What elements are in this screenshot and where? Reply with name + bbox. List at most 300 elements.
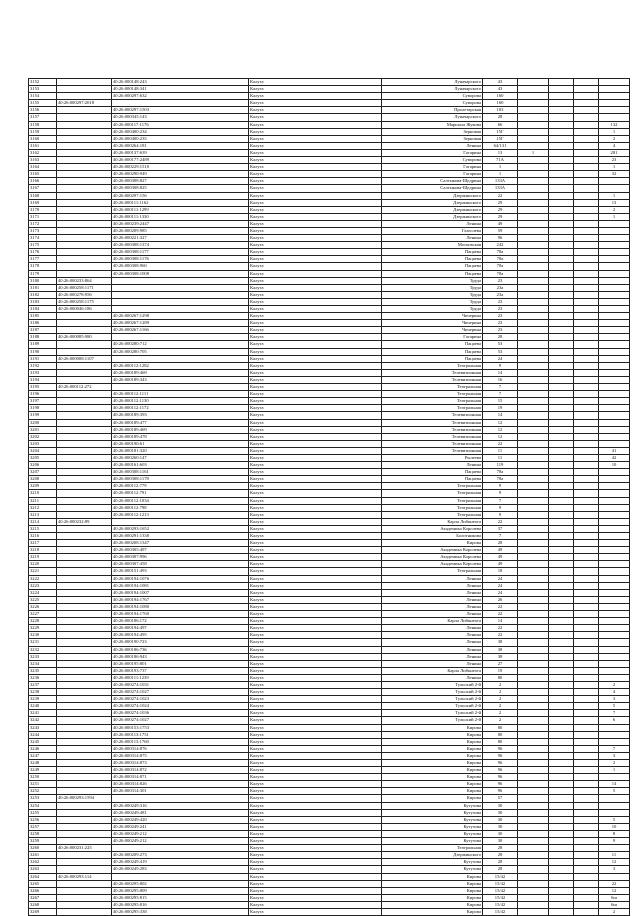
table-row xyxy=(29,618,630,625)
cell-block xyxy=(574,164,599,171)
cell-building xyxy=(518,752,549,759)
cell-street: Кирова xyxy=(382,745,483,752)
cell-parcel-cadastral-number xyxy=(57,412,112,419)
cell-building xyxy=(518,525,549,532)
table-row xyxy=(29,86,630,93)
table-row xyxy=(29,185,630,192)
cell-parcel-cadastral-number xyxy=(57,901,112,908)
cell-street: Кирова xyxy=(382,774,483,781)
table-row xyxy=(29,306,630,313)
cell-apartment: 1 xyxy=(599,192,630,199)
cell-parcel-cadastral-number xyxy=(57,660,112,667)
cell-parcel-cadastral-number xyxy=(57,178,112,185)
cell-row-number: 3168 xyxy=(29,192,57,199)
table-row xyxy=(29,760,630,767)
cell-building-cadastral-number: 40:26:000190:723 xyxy=(112,639,249,646)
cell-row-number: 3227 xyxy=(29,611,57,618)
cell-city: Калуга xyxy=(249,270,382,277)
cell-block xyxy=(574,79,599,86)
cell-building xyxy=(518,348,549,355)
table-row xyxy=(29,533,630,540)
cell-street: Гагарина xyxy=(382,334,483,341)
cell-street: Пацаева xyxy=(382,476,483,483)
cell-city: Калуга xyxy=(249,306,382,313)
cell-building-cadastral-number: 40:26:000189:469 xyxy=(112,369,249,376)
cell-letter xyxy=(549,710,574,717)
cell-block xyxy=(574,625,599,632)
cell-street: Академика Королева xyxy=(382,525,483,532)
cell-apartment: 4 xyxy=(599,142,630,149)
cell-house: 37 xyxy=(483,525,518,532)
cell-letter xyxy=(549,859,574,866)
cell-city: Калуга xyxy=(249,511,382,518)
cell-apartment: 32 xyxy=(599,171,630,178)
cell-street: Кирова xyxy=(382,738,483,745)
cell-building-cadastral-number: 40:26:000308:825 xyxy=(112,185,249,192)
cell-block xyxy=(574,355,599,362)
cell-row-number: 3193 xyxy=(29,369,57,376)
cell-city: Калуга xyxy=(249,213,382,220)
cell-city: Калуга xyxy=(249,157,382,164)
cell-parcel-cadastral-number xyxy=(57,121,112,128)
table-row xyxy=(29,596,630,603)
cell-city: Калуга xyxy=(249,788,382,795)
cell-house: 9 xyxy=(483,511,518,518)
cell-building-cadastral-number: 40:26:000264:181 xyxy=(112,142,249,149)
cell-building-cadastral-number: 40:26:000249:283 xyxy=(112,866,249,873)
cell-house: 27 xyxy=(483,660,518,667)
cell-street: Труда xyxy=(382,306,483,313)
cell-house: 29 xyxy=(483,206,518,213)
cell-apartment: 2 xyxy=(599,760,630,767)
cell-row-number: 3240 xyxy=(29,703,57,710)
cell-block xyxy=(574,320,599,327)
cell-city: Калуга xyxy=(249,291,382,298)
cell-block xyxy=(574,540,599,547)
cell-house: 11 xyxy=(483,447,518,454)
cell-letter xyxy=(549,696,574,703)
table-row xyxy=(29,887,630,894)
cell-letter xyxy=(549,752,574,759)
cell-city: Калуга xyxy=(249,107,382,114)
cell-apartment xyxy=(599,220,630,227)
cell-parcel-cadastral-number xyxy=(57,114,112,121)
cell-building xyxy=(518,774,549,781)
cell-block xyxy=(574,384,599,391)
cell-street: Телевизионная xyxy=(382,447,483,454)
cell-parcel-cadastral-number xyxy=(57,128,112,135)
cell-block xyxy=(574,405,599,412)
table-row xyxy=(29,298,630,305)
cell-building-cadastral-number: 40:26:000274:1024 xyxy=(112,703,249,710)
register-table xyxy=(28,78,630,916)
table-row xyxy=(29,540,630,547)
cell-parcel-cadastral-number xyxy=(57,653,112,660)
cell-apartment xyxy=(599,646,630,653)
cell-house: 53 xyxy=(483,348,518,355)
cell-parcel-cadastral-number xyxy=(57,135,112,142)
cell-building-cadastral-number: 40:26:000249:212 xyxy=(112,830,249,837)
cell-city: Калуга xyxy=(249,476,382,483)
cell-block xyxy=(574,582,599,589)
cell-letter xyxy=(549,313,574,320)
cell-letter xyxy=(549,391,574,398)
cell-building xyxy=(518,660,549,667)
cell-letter xyxy=(549,469,574,476)
cell-apartment xyxy=(599,596,630,603)
cell-apartment xyxy=(599,341,630,348)
cell-parcel-cadastral-number xyxy=(57,249,112,256)
cell-house: 15/42 xyxy=(483,894,518,901)
cell-building xyxy=(518,398,549,405)
cell-building xyxy=(518,901,549,908)
cell-apartment xyxy=(599,391,630,398)
cell-letter xyxy=(549,447,574,454)
cell-letter xyxy=(549,561,574,568)
cell-letter xyxy=(549,462,574,469)
cell-street: Кирова xyxy=(382,724,483,731)
cell-building-cadastral-number: 40:26:000308:1178 xyxy=(112,476,249,483)
cell-city: Калуга xyxy=(249,838,382,845)
cell-building xyxy=(518,639,549,646)
cell-building-cadastral-number: 40:26:000308:1161 xyxy=(112,469,249,476)
cell-city: Калуга xyxy=(249,533,382,540)
cell-building xyxy=(518,908,549,915)
cell-building-cadastral-number: 40:26:000314:826 xyxy=(112,781,249,788)
cell-house: 24 xyxy=(483,355,518,362)
table-row xyxy=(29,199,630,206)
table-row xyxy=(29,880,630,887)
cell-row-number: 3165 xyxy=(29,171,57,178)
cell-house: 103 xyxy=(483,107,518,114)
cell-street: Московская xyxy=(382,242,483,249)
cell-street: Кутузова xyxy=(382,830,483,837)
cell-apartment xyxy=(599,249,630,256)
cell-apartment: 11 xyxy=(599,852,630,859)
cell-parcel-cadastral-number xyxy=(57,689,112,696)
cell-block xyxy=(574,781,599,788)
cell-apartment xyxy=(599,348,630,355)
cell-apartment xyxy=(599,100,630,107)
table-row xyxy=(29,674,630,681)
cell-city: Калуга xyxy=(249,731,382,738)
cell-street: Тульский 2-й xyxy=(382,717,483,724)
cell-building xyxy=(518,767,549,774)
cell-parcel-cadastral-number xyxy=(57,603,112,610)
table-row xyxy=(29,717,630,724)
cell-parcel-cadastral-number xyxy=(57,142,112,149)
cell-apartment xyxy=(599,235,630,242)
cell-building-cadastral-number: 40:26:000148:341 xyxy=(112,86,249,93)
cell-apartment: 2 xyxy=(599,206,630,213)
cell-building-cadastral-number: 40:26:000274:1036 xyxy=(112,710,249,717)
cell-apartment xyxy=(599,412,630,419)
cell-letter xyxy=(549,518,574,525)
cell-apartment xyxy=(599,582,630,589)
cell-house: 23 xyxy=(483,320,518,327)
cell-house: 28 xyxy=(483,859,518,866)
cell-house: 9 xyxy=(483,483,518,490)
cell-building-cadastral-number: 40:26:000148:243 xyxy=(112,79,249,86)
cell-city: Калуга xyxy=(249,242,382,249)
cell-letter xyxy=(549,603,574,610)
cell-street: Труда xyxy=(382,291,483,298)
cell-city: Калуга xyxy=(249,284,382,291)
table-row xyxy=(29,823,630,830)
cell-house: 7 xyxy=(483,391,518,398)
table-row xyxy=(29,256,630,263)
table-row xyxy=(29,724,630,731)
cell-apartment xyxy=(599,433,630,440)
table-row xyxy=(29,696,630,703)
cell-building-cadastral-number: 40:26:000290:949 xyxy=(112,171,249,178)
cell-street: Салтыкова-Щедрина xyxy=(382,185,483,192)
cell-parcel-cadastral-number: 40:26:000258:1175 xyxy=(57,298,112,305)
cell-building-cadastral-number: 40:26:000189:393 xyxy=(112,412,249,419)
cell-building-cadastral-number: 40:26:000314:301 xyxy=(112,788,249,795)
cell-house: 64/131 xyxy=(483,142,518,149)
cell-letter xyxy=(549,873,574,880)
cell-letter xyxy=(549,767,574,774)
cell-letter xyxy=(549,135,574,142)
cell-letter xyxy=(549,263,574,270)
cell-building xyxy=(518,674,549,681)
cell-parcel-cadastral-number xyxy=(57,220,112,227)
cell-building xyxy=(518,426,549,433)
cell-letter xyxy=(549,192,574,199)
cell-city: Калуга xyxy=(249,696,382,703)
cell-row-number: 3219 xyxy=(29,554,57,561)
cell-city: Калуга xyxy=(249,79,382,86)
cell-house: 80 xyxy=(483,738,518,745)
cell-building xyxy=(518,256,549,263)
cell-parcel-cadastral-number xyxy=(57,454,112,461)
table-row xyxy=(29,866,630,873)
cell-parcel-cadastral-number xyxy=(57,362,112,369)
cell-row-number: 3215 xyxy=(29,525,57,532)
cell-building-cadastral-number: 40:26:000297:1503 xyxy=(112,107,249,114)
cell-city: Калуга xyxy=(249,348,382,355)
cell-letter xyxy=(549,589,574,596)
cell-letter xyxy=(549,788,574,795)
cell-city: Калуга xyxy=(249,724,382,731)
cell-letter xyxy=(549,575,574,582)
cell-street: Ленина xyxy=(382,625,483,632)
cell-building xyxy=(518,887,549,894)
cell-building xyxy=(518,589,549,596)
cell-letter xyxy=(549,738,574,745)
cell-block xyxy=(574,511,599,518)
cell-apartment xyxy=(599,497,630,504)
cell-letter xyxy=(549,227,574,234)
cell-street: Кирова xyxy=(382,901,483,908)
cell-letter xyxy=(549,887,574,894)
cell-letter xyxy=(549,689,574,696)
cell-parcel-cadastral-number xyxy=(57,894,112,901)
cell-building xyxy=(518,568,549,575)
cell-street: Театральная xyxy=(382,384,483,391)
cell-block xyxy=(574,646,599,653)
cell-letter xyxy=(549,249,574,256)
cell-apartment: 6 xyxy=(599,717,630,724)
cell-city: Калуга xyxy=(249,263,382,270)
cell-house: 30 xyxy=(483,802,518,809)
table-row xyxy=(29,660,630,667)
cell-parcel-cadastral-number xyxy=(57,852,112,859)
cell-block xyxy=(574,398,599,405)
cell-block xyxy=(574,653,599,660)
cell-letter xyxy=(549,596,574,603)
cell-row-number: 3198 xyxy=(29,405,57,412)
cell-apartment xyxy=(599,575,630,582)
cell-row-number: 3217 xyxy=(29,540,57,547)
cell-block xyxy=(574,149,599,156)
cell-block xyxy=(574,86,599,93)
cell-house: 96 xyxy=(483,767,518,774)
cell-row-number: 3253 xyxy=(29,795,57,802)
cell-building xyxy=(518,270,549,277)
table-row xyxy=(29,263,630,270)
cell-row-number: 3268 xyxy=(29,901,57,908)
table-row xyxy=(29,447,630,454)
cell-apartment xyxy=(599,525,630,532)
cell-building xyxy=(518,291,549,298)
table-row xyxy=(29,135,630,142)
cell-apartment xyxy=(599,398,630,405)
cell-parcel-cadastral-number xyxy=(57,639,112,646)
cell-parcel-cadastral-number xyxy=(57,625,112,632)
cell-apartment xyxy=(599,845,630,852)
cell-city: Калуга xyxy=(249,908,382,915)
cell-block xyxy=(574,341,599,348)
cell-city: Калуга xyxy=(249,632,382,639)
cell-street: Тульский 2-й xyxy=(382,710,483,717)
cell-letter xyxy=(549,823,574,830)
table-row xyxy=(29,710,630,717)
cell-building-cadastral-number: 40:26:000194:1007 xyxy=(112,589,249,596)
cell-apartment xyxy=(599,306,630,313)
cell-house: 24 xyxy=(483,589,518,596)
cell-parcel-cadastral-number xyxy=(57,533,112,540)
cell-parcel-cadastral-number xyxy=(57,256,112,263)
cell-street: Пацаева xyxy=(382,256,483,263)
cell-building-cadastral-number xyxy=(112,306,249,313)
cell-apartment xyxy=(599,653,630,660)
cell-street: Труда xyxy=(382,277,483,284)
cell-house: 22 xyxy=(483,632,518,639)
cell-parcel-cadastral-number xyxy=(57,447,112,454)
cell-city: Калуга xyxy=(249,454,382,461)
cell-building xyxy=(518,334,549,341)
cell-city: Калуга xyxy=(249,249,382,256)
table-row xyxy=(29,845,630,852)
cell-house: 28 xyxy=(483,852,518,859)
cell-letter xyxy=(549,242,574,249)
cell-row-number: 3257 xyxy=(29,823,57,830)
cell-street: Кирова xyxy=(382,731,483,738)
cell-parcel-cadastral-number xyxy=(57,490,112,497)
cell-city: Калуга xyxy=(249,710,382,717)
cell-parcel-cadastral-number xyxy=(57,866,112,873)
cell-building xyxy=(518,192,549,199)
cell-parcel-cadastral-number xyxy=(57,213,112,220)
cell-house: 78а xyxy=(483,476,518,483)
cell-building-cadastral-number xyxy=(112,100,249,107)
cell-house: 96 xyxy=(483,745,518,752)
cell-house: 53 xyxy=(483,341,518,348)
cell-building-cadastral-number: 40:26:000117:1176 xyxy=(112,121,249,128)
cell-apartment: 10 xyxy=(599,462,630,469)
cell-letter xyxy=(549,660,574,667)
cell-building-cadastral-number: 40:26:000308:827 xyxy=(112,178,249,185)
cell-parcel-cadastral-number xyxy=(57,575,112,582)
cell-building-cadastral-number: 40:26:000280:705 xyxy=(112,348,249,355)
cell-street: Гагарина xyxy=(382,149,483,156)
cell-apartment: 5 xyxy=(599,788,630,795)
cell-city: Калуга xyxy=(249,419,382,426)
cell-letter xyxy=(549,86,574,93)
cell-parcel-cadastral-number xyxy=(57,561,112,568)
cell-building-cadastral-number: 40:26:000194:1080 xyxy=(112,603,249,610)
cell-block xyxy=(574,618,599,625)
cell-house: 15/42 xyxy=(483,901,518,908)
cell-letter xyxy=(549,164,574,171)
cell-building xyxy=(518,632,549,639)
cell-letter xyxy=(549,355,574,362)
cell-block xyxy=(574,433,599,440)
cell-block xyxy=(574,809,599,816)
cell-street: Ленина xyxy=(382,632,483,639)
cell-house: 1 xyxy=(483,171,518,178)
cell-row-number: 3236 xyxy=(29,674,57,681)
cell-street: Академика Королева xyxy=(382,561,483,568)
cell-row-number: 3237 xyxy=(29,681,57,688)
cell-block xyxy=(574,107,599,114)
cell-row-number: 3250 xyxy=(29,774,57,781)
cell-parcel-cadastral-number xyxy=(57,206,112,213)
cell-building-cadastral-number: 40:26:000295:802 xyxy=(112,880,249,887)
cell-building-cadastral-number: 40:26:000221:327 xyxy=(112,235,249,242)
cell-building-cadastral-number: 40:26:000249:420 xyxy=(112,816,249,823)
cell-building-cadastral-number: 40:26:000190:61 xyxy=(112,440,249,447)
cell-house: 2 xyxy=(483,689,518,696)
cell-apartment xyxy=(599,369,630,376)
cell-apartment xyxy=(599,114,630,121)
cell-block xyxy=(574,178,599,185)
cell-house: 96 xyxy=(483,774,518,781)
cell-row-number: 3255 xyxy=(29,809,57,816)
cell-letter xyxy=(549,79,574,86)
cell-apartment xyxy=(599,518,630,525)
cell-apartment xyxy=(599,476,630,483)
cell-street: Пацаева xyxy=(382,348,483,355)
cell-city: Калуга xyxy=(249,873,382,880)
table-row xyxy=(29,149,630,156)
cell-row-number: 3181 xyxy=(29,284,57,291)
cell-block xyxy=(574,816,599,823)
cell-house: 16 xyxy=(483,376,518,383)
table-row xyxy=(29,426,630,433)
cell-row-number: 3242 xyxy=(29,717,57,724)
cell-street: Карла Либкнехта xyxy=(382,518,483,525)
cell-row-number: 3266 xyxy=(29,887,57,894)
cell-city: Калуга xyxy=(249,114,382,121)
cell-city: Калуга xyxy=(249,376,382,383)
cell-apartment: 3 xyxy=(599,866,630,873)
cell-apartment: 6ш xyxy=(599,901,630,908)
cell-parcel-cadastral-number xyxy=(57,426,112,433)
cell-city: Калуга xyxy=(249,100,382,107)
